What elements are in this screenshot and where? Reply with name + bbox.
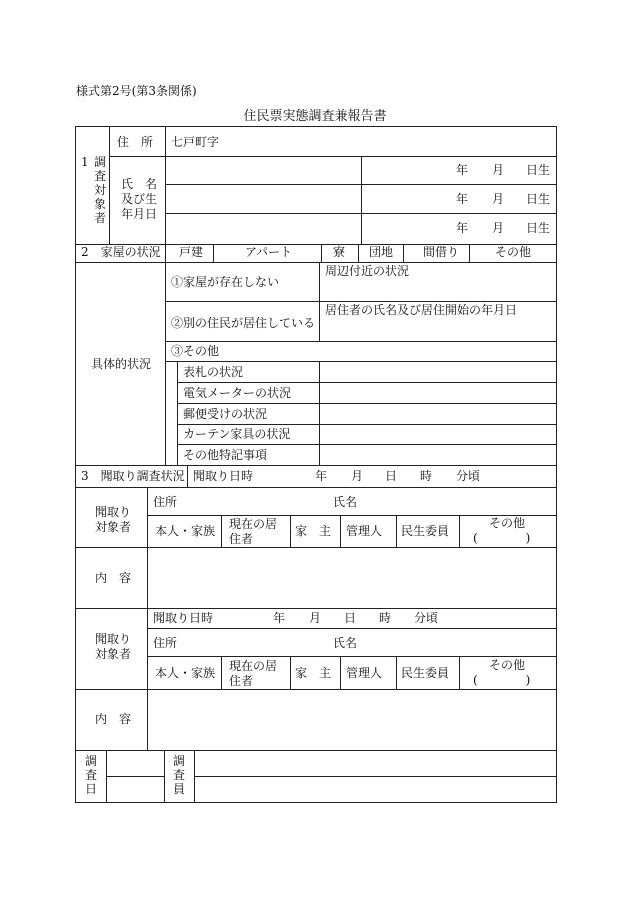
electric-meter-status: 電気メーターの状況 (183, 386, 292, 400)
relation-welfare-commissioner: 民生委員 (401, 666, 450, 680)
address-value: 七戸町字 (171, 135, 220, 149)
month-label: 月 (492, 192, 505, 206)
interviewee-name-label: 氏名 (333, 495, 358, 509)
name-label-line2: 及び生 (121, 192, 158, 206)
relation-self-family: 本人・家族 (155, 524, 216, 538)
section1-number: 1 (81, 155, 89, 169)
survey-date-label: 調査日 (84, 754, 97, 796)
day-label: 日生 (526, 221, 551, 235)
interview-status-label: 3 聞取り調査状況 (81, 469, 185, 483)
housing-option-detached: 戸建 (179, 245, 204, 259)
interviewee-label-line2: 対象者 (95, 647, 132, 661)
housing-label: 2 家屋の状況 (81, 245, 161, 259)
content-label: 内 容 (95, 571, 132, 585)
relation-other-parenthesis: ( ) (473, 531, 531, 545)
interviewee-address-label: 住所 (153, 495, 178, 509)
relation-manager: 管理人 (346, 666, 383, 680)
interviewee-name-label: 氏名 (333, 636, 358, 650)
month-label: 月 (492, 221, 505, 235)
month-label: 月 (309, 611, 322, 625)
relation-current-resident-line2: 住者 (229, 674, 254, 688)
relation-other: その他 (489, 516, 526, 530)
interview-datetime-label-2: 聞取り日時 (153, 611, 214, 625)
relation-landlord: 家 主 (295, 524, 332, 538)
relation-current-resident-line2: 住者 (229, 532, 254, 546)
relation-self-family: 本人・家族 (155, 666, 216, 680)
year-label: 年 (315, 469, 328, 483)
day-label: 日 (385, 469, 398, 483)
form-number: 様式第2号(第3条関係) (76, 84, 197, 98)
hour-label: 時 (379, 611, 392, 625)
nameplate-status: 表札の状況 (183, 365, 244, 379)
content-label: 内 容 (95, 712, 132, 726)
year-label: 年 (456, 192, 469, 206)
housing-option-complex: 団地 (369, 245, 394, 259)
day-label: 日 (344, 611, 357, 625)
relation-other: その他 (489, 658, 526, 672)
month-label: 月 (351, 469, 364, 483)
curtain-furniture-status: カーテン家具の状況 (183, 427, 291, 441)
mailbox-status: 郵便受けの状況 (183, 407, 268, 421)
housing-option-dormitory: 寮 (333, 245, 346, 259)
interviewee-label-line1: 聞取り (95, 632, 132, 646)
other-item: ③その他 (171, 344, 220, 358)
minute-label: 分頃 (414, 611, 439, 625)
section1-label: 調査対象者 (93, 155, 106, 225)
housing-option-room-rental: 間借り (423, 245, 460, 259)
interviewee-address-label: 住所 (153, 636, 178, 650)
survey-form-table (75, 126, 557, 803)
relation-current-resident: 現在の居 (229, 659, 278, 673)
year-label: 年 (456, 221, 469, 235)
hour-label: 時 (420, 469, 433, 483)
relation-current-resident: 現在の居 (229, 517, 278, 531)
day-label: 日生 (526, 192, 551, 206)
relation-welfare-commissioner: 民生委員 (401, 524, 450, 538)
month-label: 月 (492, 163, 505, 177)
surveyor-label: 調査員 (172, 754, 185, 796)
relation-manager: 管理人 (346, 524, 383, 538)
other-notes: その他特記事項 (183, 448, 268, 462)
surroundings-note: 周辺付近の状況 (325, 264, 410, 278)
interviewee-label-line2: 対象者 (95, 520, 132, 534)
year-label: 年 (456, 163, 469, 177)
interview-datetime-label: 聞取り日時 (193, 469, 254, 483)
housing-option-other: その他 (495, 245, 532, 259)
other-resident-item: ②別の住民が居住している (171, 316, 316, 330)
no-house-item: ①家屋が存在しない (171, 275, 280, 289)
resident-info-note: 居住者の氏名及び居住開始の年月日 (325, 303, 518, 317)
address-label: 住 所 (117, 135, 154, 149)
detail-situation-label: 具体的状況 (91, 357, 152, 371)
housing-option-apartment: アパート (245, 245, 293, 259)
relation-other-parenthesis: ( ) (473, 673, 531, 687)
document-title: 住民票実態調査兼報告書 (243, 109, 387, 124)
relation-landlord: 家 主 (295, 666, 332, 680)
name-label-line3: 年月日 (121, 207, 158, 221)
year-label: 年 (273, 611, 286, 625)
name-label-line1: 氏 名 (121, 177, 158, 191)
day-label: 日生 (526, 163, 551, 177)
minute-label: 分頃 (456, 469, 481, 483)
interviewee-label-line1: 聞取り (95, 505, 132, 519)
